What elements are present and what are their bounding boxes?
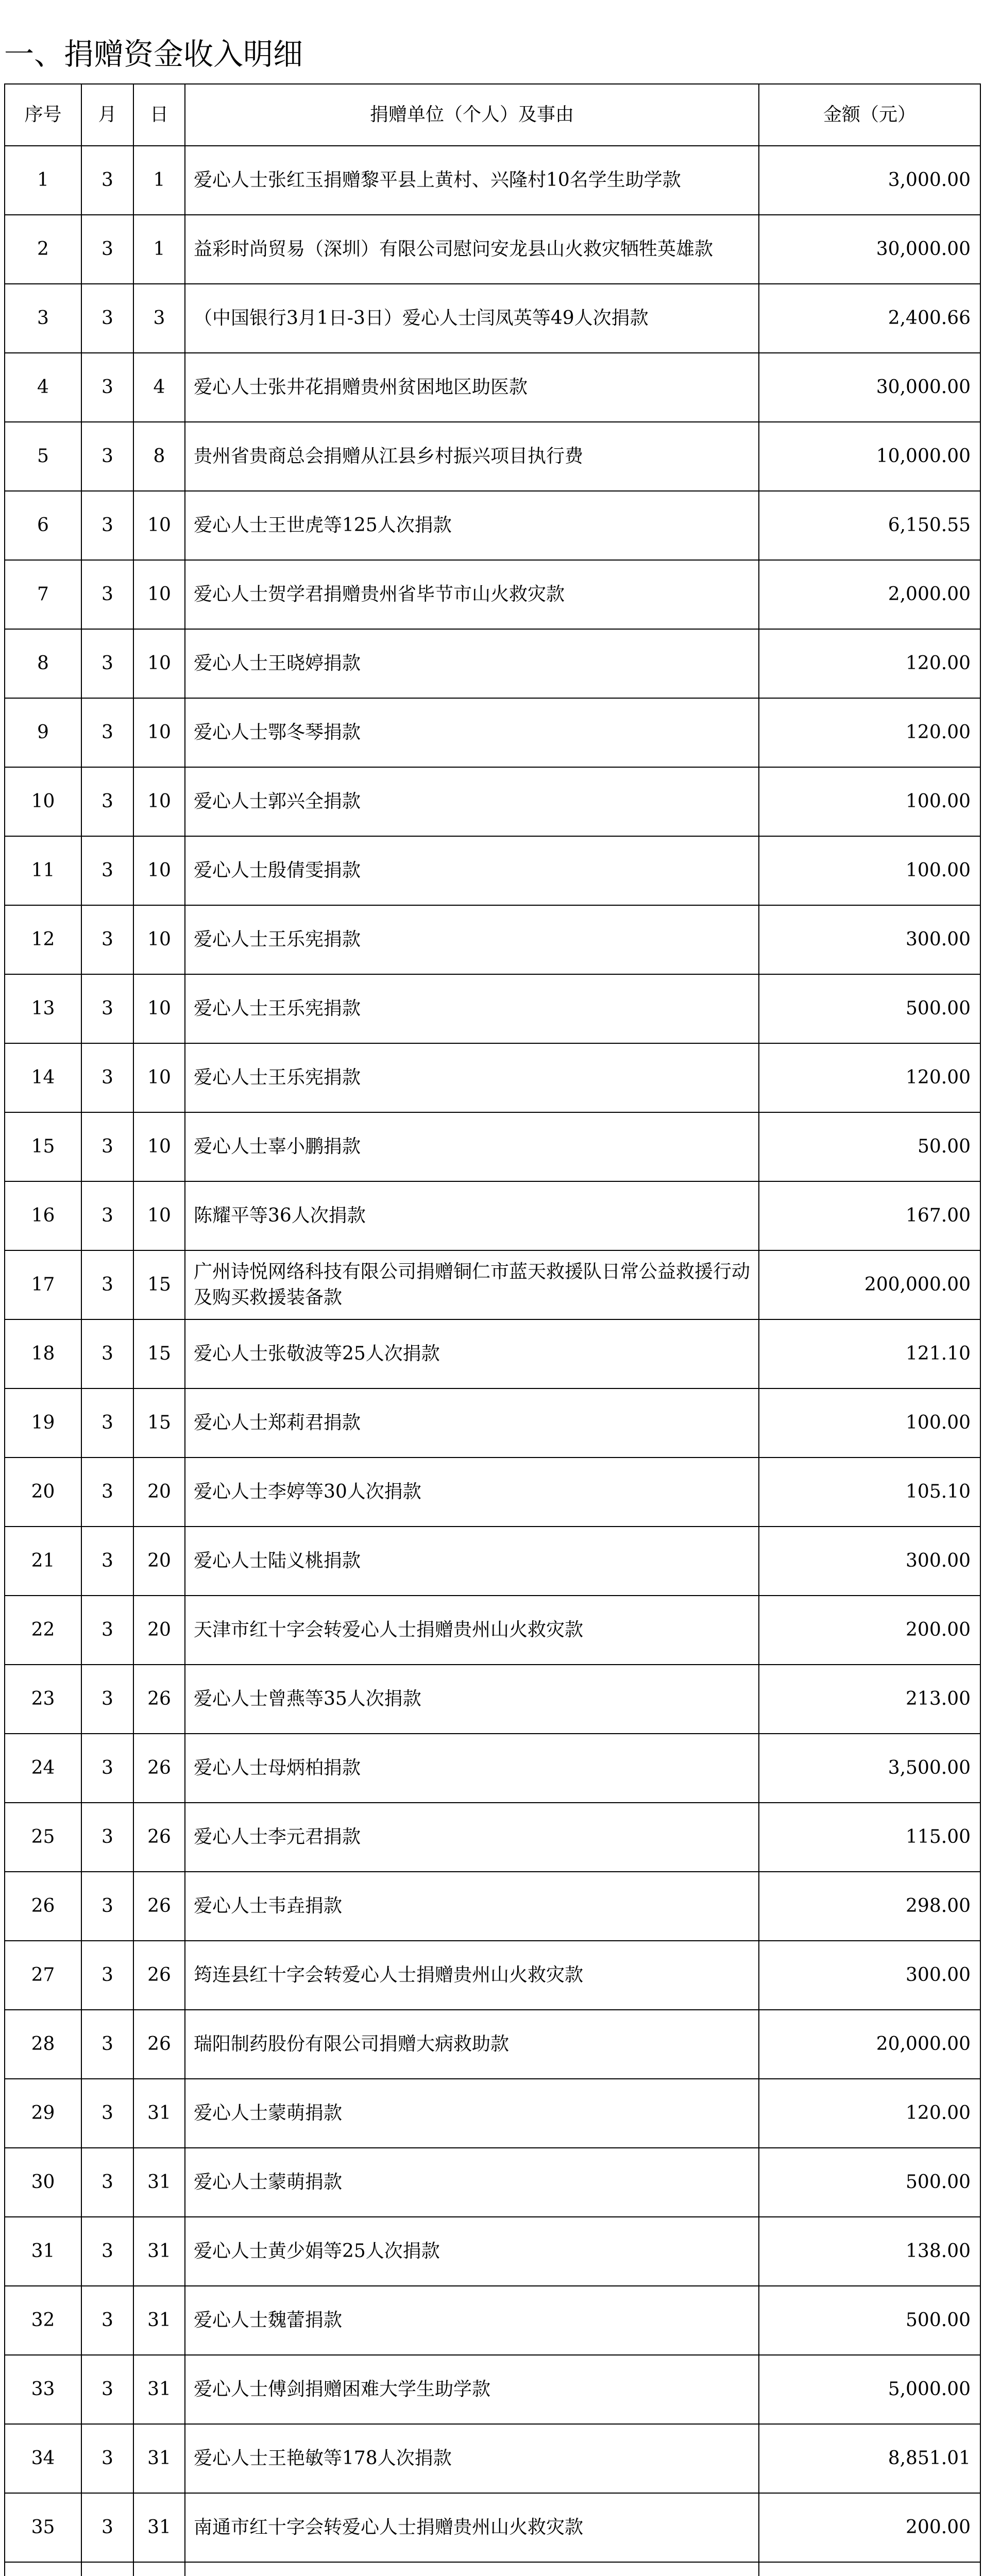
cell-seq: 8 xyxy=(5,629,81,698)
cell-month: 3 xyxy=(81,2424,133,2493)
cell-seq: 10 xyxy=(5,767,81,836)
cell-amount: 20,000.00 xyxy=(759,2010,980,2079)
cell-day: 10 xyxy=(133,629,185,698)
cell-desc: 爱心人士贺学君捐赠贵州省毕节市山火救灾款 xyxy=(185,560,759,629)
table-row xyxy=(5,767,980,836)
cell-amount: 500.00 xyxy=(759,2286,980,2355)
cell-amount: 10,000.00 xyxy=(759,422,980,491)
cell-month: 3 xyxy=(81,2217,133,2286)
cell-day: 15 xyxy=(133,1250,185,1319)
cell-day: 10 xyxy=(133,974,185,1043)
cell-day: 31 xyxy=(133,2286,185,2355)
cell-desc: 陈耀平等36人次捐款 xyxy=(185,1181,759,1250)
cell-month: 3 xyxy=(81,629,133,698)
cell-month: 3 xyxy=(81,1112,133,1181)
cell-month: 3 xyxy=(81,2148,133,2217)
cell-desc: 爱心人士黄少娟等25人次捐款 xyxy=(185,2217,759,2286)
cell-desc: 爱心人士陆义桃捐款 xyxy=(185,1527,759,1596)
cell-day: 31 xyxy=(133,2217,185,2286)
donation-income-table xyxy=(4,83,981,2576)
cell-desc: 爱心人士李元君捐款 xyxy=(185,1803,759,1872)
cell-day: 4 xyxy=(133,353,185,422)
cell-amount: 105.10 xyxy=(759,1458,980,1527)
cell-day: 20 xyxy=(133,1458,185,1527)
table-row xyxy=(5,2010,980,2079)
cell-seq: 4 xyxy=(5,353,81,422)
cell-day xyxy=(133,2562,185,2576)
cell-seq: 16 xyxy=(5,1181,81,1250)
cell-seq: 3 xyxy=(5,284,81,353)
cell-desc: 筠连县红十字会转爱心人士捐赠贵州山火救灾款 xyxy=(185,1941,759,2010)
cell-month: 3 xyxy=(81,146,133,215)
cell-day: 31 xyxy=(133,2424,185,2493)
table-row xyxy=(5,1803,980,1872)
cell-amount: 300.00 xyxy=(759,1941,980,2010)
cell-desc: 爱心人士韦垚捐款 xyxy=(185,1872,759,1941)
table-row xyxy=(5,1388,980,1458)
cell-seq: 21 xyxy=(5,1527,81,1596)
cell-seq: 15 xyxy=(5,1112,81,1181)
cell-desc: 爱心人士蒙萌捐款 xyxy=(185,2148,759,2217)
cell-desc: 南通市红十字会转爱心人士捐赠贵州山火救灾款 xyxy=(185,2493,759,2562)
cell-day: 31 xyxy=(133,2079,185,2148)
cell-month: 3 xyxy=(81,1043,133,1112)
cell-seq: 17 xyxy=(5,1250,81,1319)
cell-day: 15 xyxy=(133,1388,185,1458)
cell-day: 10 xyxy=(133,767,185,836)
cell-month: 3 xyxy=(81,422,133,491)
cell-amount: 2,000.00 xyxy=(759,560,980,629)
cell-desc: 爱心人士张井花捐赠贵州贫困地区助医款 xyxy=(185,353,759,422)
cell-desc: 爱心人士王晓婷捐款 xyxy=(185,629,759,698)
cell-month: 3 xyxy=(81,284,133,353)
cell-amount: 120.00 xyxy=(759,629,980,698)
cell-amount: 138.00 xyxy=(759,2217,980,2286)
cell-day: 20 xyxy=(133,1596,185,1665)
cell-amount: 121.10 xyxy=(759,1319,980,1388)
cell-seq: 35 xyxy=(5,2493,81,2562)
table-row xyxy=(5,2424,980,2493)
table-row xyxy=(5,215,980,284)
cell-amount: 120.00 xyxy=(759,2079,980,2148)
cell-month: 3 xyxy=(81,1941,133,2010)
cell-amount: 500.00 xyxy=(759,2148,980,2217)
table-row xyxy=(5,836,980,905)
table-row xyxy=(5,491,980,560)
table-row xyxy=(5,629,980,698)
table-row xyxy=(5,1250,980,1319)
cell-desc: 爱心人士母炳柏捐款 xyxy=(185,1734,759,1803)
cell-desc: （中国银行3月1日-3日）爱心人士闫凤英等49人次捐款 xyxy=(185,284,759,353)
cell-seq: 25 xyxy=(5,1803,81,1872)
cell-amount: 115.00 xyxy=(759,1803,980,1872)
cell-seq: 33 xyxy=(5,2355,81,2424)
cell-month: 3 xyxy=(81,1596,133,1665)
table-row xyxy=(5,284,980,353)
cell-seq: 22 xyxy=(5,1596,81,1665)
cell-amount: 2,400.66 xyxy=(759,284,980,353)
cell-desc: 爱心人士王艳敏等178人次捐款 xyxy=(185,2424,759,2493)
cell-amount: 3,000.00 xyxy=(759,146,980,215)
table-row xyxy=(5,560,980,629)
cell-month: 3 xyxy=(81,767,133,836)
cell-month: 3 xyxy=(81,2286,133,2355)
cell-seq: 13 xyxy=(5,974,81,1043)
table-row xyxy=(5,2493,980,2562)
header-day: 日 xyxy=(133,84,185,146)
cell-seq: 20 xyxy=(5,1458,81,1527)
cell-day: 31 xyxy=(133,2493,185,2562)
cell-month: 3 xyxy=(81,1665,133,1734)
cell-month: 3 xyxy=(81,1181,133,1250)
cell-seq: 5 xyxy=(5,422,81,491)
cell-amount: 298.00 xyxy=(759,1872,980,1941)
table-row xyxy=(5,1043,980,1112)
cell-desc: 爱心人士殷倩雯捐款 xyxy=(185,836,759,905)
cell-desc: 广州诗悦网络科技有限公司捐赠铜仁市蓝天救援队日常公益救援行动及购买救援装备款 xyxy=(185,1250,759,1319)
cell-amount: 200,000.00 xyxy=(759,1250,980,1319)
cell-amount xyxy=(759,2562,980,2576)
table-row xyxy=(5,2217,980,2286)
cell-desc: 爱心人士王世虎等125人次捐款 xyxy=(185,491,759,560)
header-month: 月 xyxy=(81,84,133,146)
cell-amount: 167.00 xyxy=(759,1181,980,1250)
cell-month: 3 xyxy=(81,560,133,629)
cell-amount: 5,000.00 xyxy=(759,2355,980,2424)
cell-desc: 爱心人士王乐宪捐款 xyxy=(185,1043,759,1112)
table-row xyxy=(5,1527,980,1596)
table-row xyxy=(5,2286,980,2355)
cell-seq: 29 xyxy=(5,2079,81,2148)
cell-month: 3 xyxy=(81,1250,133,1319)
cell-amount: 3,500.00 xyxy=(759,1734,980,1803)
cell-seq: 31 xyxy=(5,2217,81,2286)
cell-month: 3 xyxy=(81,491,133,560)
cell-month: 3 xyxy=(81,974,133,1043)
cell-seq: 9 xyxy=(5,698,81,767)
cell-desc: 爱心人士郭兴全捐款 xyxy=(185,767,759,836)
cell-seq: 23 xyxy=(5,1665,81,1734)
cell-seq: 24 xyxy=(5,1734,81,1803)
cell-amount: 30,000.00 xyxy=(759,215,980,284)
cell-amount: 6,150.55 xyxy=(759,491,980,560)
cell-day: 31 xyxy=(133,2355,185,2424)
cell-desc: 爱心人士魏蕾捐款 xyxy=(185,2286,759,2355)
cell-month: 3 xyxy=(81,1872,133,1941)
cell-month: 3 xyxy=(81,1734,133,1803)
cell-month: 3 xyxy=(81,698,133,767)
cell-day: 8 xyxy=(133,422,185,491)
table-row xyxy=(5,698,980,767)
cell-amount: 300.00 xyxy=(759,905,980,974)
cell-amount: 300.00 xyxy=(759,1527,980,1596)
cell-amount: 100.00 xyxy=(759,767,980,836)
cell-day: 26 xyxy=(133,1872,185,1941)
cell-amount: 120.00 xyxy=(759,1043,980,1112)
cell-month: 3 xyxy=(81,2493,133,2562)
cell-day: 10 xyxy=(133,1112,185,1181)
cell-amount: 30,000.00 xyxy=(759,353,980,422)
cell-day: 3 xyxy=(133,284,185,353)
cell-seq: 12 xyxy=(5,905,81,974)
cell-month: 3 xyxy=(81,905,133,974)
cell-month: 3 xyxy=(81,1803,133,1872)
cell-month: 3 xyxy=(81,2079,133,2148)
cell-desc: 爱心人士李婷等30人次捐款 xyxy=(185,1458,759,1527)
cell-seq: 14 xyxy=(5,1043,81,1112)
page-title: 一、捐赠资金收入明细 xyxy=(4,37,303,72)
table-row xyxy=(5,1596,980,1665)
cell-desc: 爱心人士曾燕等35人次捐款 xyxy=(185,1665,759,1734)
cell-desc: 爱心人士蒙萌捐款 xyxy=(185,2079,759,2148)
cell-day: 20 xyxy=(133,1527,185,1596)
table-row xyxy=(5,974,980,1043)
cell-day: 1 xyxy=(133,215,185,284)
cell-amount: 200.00 xyxy=(759,1596,980,1665)
cell-day: 10 xyxy=(133,905,185,974)
table-row xyxy=(5,1458,980,1527)
cell-amount: 213.00 xyxy=(759,1665,980,1734)
cell-desc: 爱心人士王乐宪捐款 xyxy=(185,974,759,1043)
table-header-row xyxy=(5,84,980,146)
cell-month: 3 xyxy=(81,1458,133,1527)
table-row xyxy=(5,905,980,974)
cell-month: 3 xyxy=(81,353,133,422)
cell-desc xyxy=(185,2562,759,2576)
cell-month xyxy=(81,2562,133,2576)
cell-day: 26 xyxy=(133,1803,185,1872)
cell-day: 10 xyxy=(133,1181,185,1250)
cell-month: 3 xyxy=(81,1388,133,1458)
cell-desc: 爱心人士张红玉捐赠黎平县上黄村、兴隆村10名学生助学款 xyxy=(185,146,759,215)
cell-day: 26 xyxy=(133,2010,185,2079)
cell-seq: 34 xyxy=(5,2424,81,2493)
cell-seq: 1 xyxy=(5,146,81,215)
table-row xyxy=(5,2148,980,2217)
cell-desc: 爱心人士郑莉君捐款 xyxy=(185,1388,759,1458)
cell-month: 3 xyxy=(81,1319,133,1388)
header-amount: 金额（元） xyxy=(759,84,980,146)
cell-desc: 爱心人士鄂冬琴捐款 xyxy=(185,698,759,767)
cell-seq xyxy=(5,2562,81,2576)
cell-desc: 爱心人士傅剑捐赠困难大学生助学款 xyxy=(185,2355,759,2424)
cell-seq: 30 xyxy=(5,2148,81,2217)
cell-seq: 2 xyxy=(5,215,81,284)
cell-amount: 8,851.01 xyxy=(759,2424,980,2493)
table-body xyxy=(5,146,980,2576)
cell-month: 3 xyxy=(81,836,133,905)
table-row xyxy=(5,422,980,491)
cell-seq: 7 xyxy=(5,560,81,629)
table-row xyxy=(5,2562,980,2576)
cell-seq: 11 xyxy=(5,836,81,905)
table-row xyxy=(5,2355,980,2424)
cell-day: 10 xyxy=(133,1043,185,1112)
table-row xyxy=(5,1319,980,1388)
table-row xyxy=(5,1181,980,1250)
header-desc: 捐赠单位（个人）及事由 xyxy=(185,84,759,146)
table-row xyxy=(5,1941,980,2010)
cell-seq: 6 xyxy=(5,491,81,560)
cell-desc: 爱心人士王乐宪捐款 xyxy=(185,905,759,974)
cell-desc: 爱心人士张敬波等25人次捐款 xyxy=(185,1319,759,1388)
cell-desc: 贵州省贵商总会捐赠从江县乡村振兴项目执行费 xyxy=(185,422,759,491)
cell-amount: 100.00 xyxy=(759,1388,980,1458)
cell-desc: 爱心人士辜小鹏捐款 xyxy=(185,1112,759,1181)
cell-day: 31 xyxy=(133,2148,185,2217)
table-row xyxy=(5,1112,980,1181)
cell-month: 3 xyxy=(81,215,133,284)
cell-seq: 26 xyxy=(5,1872,81,1941)
cell-amount: 50.00 xyxy=(759,1112,980,1181)
cell-day: 26 xyxy=(133,1734,185,1803)
table-row xyxy=(5,146,980,215)
cell-day: 26 xyxy=(133,1665,185,1734)
cell-seq: 19 xyxy=(5,1388,81,1458)
cell-desc: 瑞阳制药股份有限公司捐赠大病救助款 xyxy=(185,2010,759,2079)
cell-month: 3 xyxy=(81,2010,133,2079)
cell-amount: 120.00 xyxy=(759,698,980,767)
header-seq: 序号 xyxy=(5,84,81,146)
cell-amount: 100.00 xyxy=(759,836,980,905)
table-row xyxy=(5,2079,980,2148)
cell-day: 15 xyxy=(133,1319,185,1388)
cell-seq: 28 xyxy=(5,2010,81,2079)
cell-day: 1 xyxy=(133,146,185,215)
cell-amount: 500.00 xyxy=(759,974,980,1043)
cell-day: 10 xyxy=(133,560,185,629)
cell-day: 10 xyxy=(133,491,185,560)
cell-day: 10 xyxy=(133,698,185,767)
table-row xyxy=(5,353,980,422)
cell-amount: 200.00 xyxy=(759,2493,980,2562)
table-row xyxy=(5,1872,980,1941)
cell-seq: 32 xyxy=(5,2286,81,2355)
cell-month: 3 xyxy=(81,2355,133,2424)
cell-desc: 天津市红十字会转爱心人士捐赠贵州山火救灾款 xyxy=(185,1596,759,1665)
cell-day: 26 xyxy=(133,1941,185,2010)
cell-month: 3 xyxy=(81,1527,133,1596)
cell-day: 10 xyxy=(133,836,185,905)
cell-seq: 18 xyxy=(5,1319,81,1388)
cell-seq: 27 xyxy=(5,1941,81,2010)
cell-desc: 益彩时尚贸易（深圳）有限公司慰问安龙县山火救灾牺牲英雄款 xyxy=(185,215,759,284)
table-row xyxy=(5,1734,980,1803)
table-row xyxy=(5,1665,980,1734)
